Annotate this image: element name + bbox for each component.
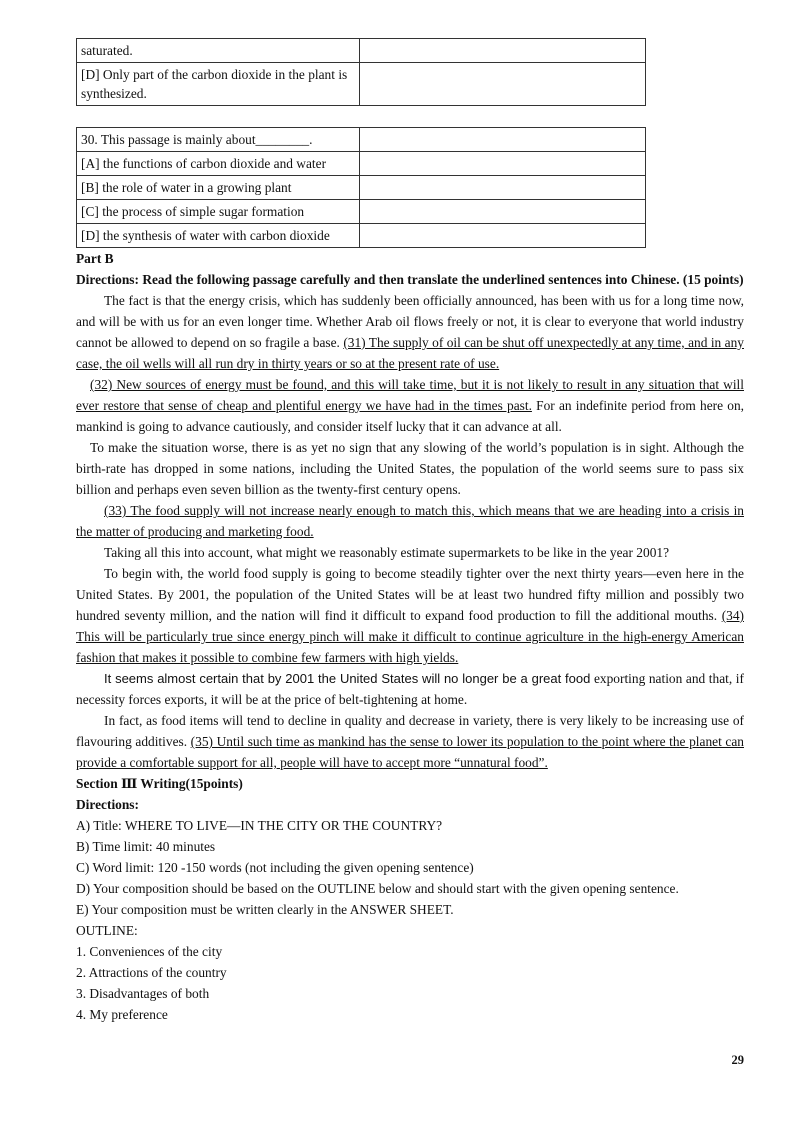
part-b-directions: Directions: Read the following passage carefully and then translate the underlined sentences into Chinese. (15 points) bbox=[76, 272, 744, 287]
table-row bbox=[77, 152, 646, 176]
paragraph-text: It seems almost certain that by 2001 the United States will no longer be a great food bbox=[104, 671, 591, 686]
underlined-sentence-31: (31) The supply of oil can be shut off unexpectedly at any time, and in any case, the oil wells will all run dry in thirty years or so at the present rate of use. bbox=[76, 335, 744, 371]
paragraph-text: In fact, as food items will tend to decline in quality and decrease in variety, there is very likely to be increasing use of flavouring additives. bbox=[76, 713, 744, 749]
paragraph-8 bbox=[76, 710, 744, 773]
underlined-sentence-33: (33) The food supply will not increase nearly enough to match this, which means that we are heading into a crisis in the matter of producing and marketing food. bbox=[76, 503, 744, 539]
section-3-directions-label: Directions: bbox=[76, 797, 139, 812]
underlined-sentence-32: (32) New sources of energy must be found, and this will take time, but it is not likely to result in any situation that will ever restore that sense of cheap and plentiful energy we have had in the times past. bbox=[76, 377, 744, 413]
answer-table-top bbox=[76, 38, 646, 106]
page-number: 29 bbox=[731, 1053, 744, 1067]
part-b-title: Part B bbox=[76, 251, 114, 266]
table-cell: saturated. bbox=[77, 39, 360, 63]
question-stem: 30. This passage is mainly about________. bbox=[77, 128, 360, 152]
document-page bbox=[76, 38, 744, 1025]
paragraph-5: Taking all this into account, what might we reasonably estimate supermarkets to be like in the year 2001? bbox=[104, 545, 670, 560]
paragraph-text: To begin with, the world food supply is going to become steadily tighter over the next thirty years—even here in the United States. By 2001, the population of the United States will be at least two hundred fifty million and possibly two hundred seventy million, and the nation will find it difficult to expand food production to fill the additional mouths. bbox=[76, 566, 744, 623]
paragraph-text: exporting nation and that, if necessity forces exports, it will be at the price of belt-tightening at home. bbox=[76, 671, 744, 707]
writing-item-outline-note: D) Your composition should be based on the OUTLINE below and should start with the given opening sentence. bbox=[76, 881, 679, 896]
table-cell-empty bbox=[360, 152, 646, 176]
table-cell-empty bbox=[360, 128, 646, 152]
paragraph-3: To make the situation worse, there is as yet no sign that any slowing of the world’s population is in sight. Although the birth-rate has dropped in some nations, including the United States, the population of the world seems sure to pass six billion and perhaps even seven billion as the twenty-first century opens. bbox=[76, 440, 744, 497]
paragraph-4 bbox=[76, 500, 744, 542]
paragraph-text: For an indefinite period from here on, mankind is going to advance cautiously, and consider itself lucky that it can advance at all. bbox=[76, 398, 744, 434]
paragraph-text: The fact is that the energy crisis, which has suddenly been officially announced, has been with us for a long time now, and will be with us for an even longer time. Whether Arab oil flows freely or not, it is clear to everyone that world industry cannot be allowed to depend on so fragile a base. bbox=[76, 293, 744, 350]
writing-item-answer-sheet: E) Your composition must be written clearly in the ANSWER SHEET. bbox=[76, 902, 454, 917]
table-row bbox=[77, 63, 646, 106]
underlined-sentence-34: (34) This will be particularly true since energy pinch will make it difficult to continue agriculture in the high-energy American fashion that makes it possible to combine few farmers with high yields. bbox=[76, 608, 744, 665]
table-row bbox=[77, 200, 646, 224]
table-cell-empty bbox=[360, 176, 646, 200]
paragraph-1 bbox=[76, 290, 744, 374]
table-row bbox=[77, 39, 646, 63]
outline-item: 2. Attractions of the country bbox=[76, 965, 227, 980]
outline-label: OUTLINE: bbox=[76, 923, 138, 938]
table-cell-empty bbox=[360, 200, 646, 224]
option-b: [B] the role of water in a growing plant bbox=[77, 176, 360, 200]
table-cell: [D] Only part of the carbon dioxide in the plant is synthesized. bbox=[77, 63, 360, 106]
table-row bbox=[77, 176, 646, 200]
outline-item: 4. My preference bbox=[76, 1007, 168, 1022]
table-row bbox=[77, 224, 646, 248]
writing-item-time: B) Time limit: 40 minutes bbox=[76, 839, 216, 854]
writing-item-word-limit: C) Word limit: 120 -150 words (not including the given opening sentence) bbox=[76, 860, 474, 875]
option-d: [D] the synthesis of water with carbon dioxide bbox=[77, 224, 360, 248]
paragraph-2 bbox=[76, 374, 744, 437]
table-cell-empty bbox=[360, 39, 646, 63]
paragraph-7 bbox=[76, 668, 744, 710]
paragraph-6 bbox=[76, 563, 744, 668]
question-30-table bbox=[76, 127, 646, 248]
table-cell-empty bbox=[360, 224, 646, 248]
writing-item-title: A) Title: WHERE TO LIVE—IN THE CITY OR THE COUNTRY? bbox=[76, 818, 443, 833]
outline-item: 3. Disadvantages of both bbox=[76, 986, 210, 1001]
underlined-sentence-35: (35) Until such time as mankind has the sense to lower its population to the point where the planet can provide a comfortable support for all, people will have to accept more “unnatural food”. bbox=[76, 734, 744, 770]
table-row bbox=[77, 128, 646, 152]
option-a: [A] the functions of carbon dioxide and water bbox=[77, 152, 360, 176]
section-3-title: Section Ⅲ Writing(15points) bbox=[76, 776, 243, 791]
table-cell-empty bbox=[360, 63, 646, 106]
option-c: [C] the process of simple sugar formation bbox=[77, 200, 360, 224]
outline-item: 1. Conveniences of the city bbox=[76, 944, 223, 959]
